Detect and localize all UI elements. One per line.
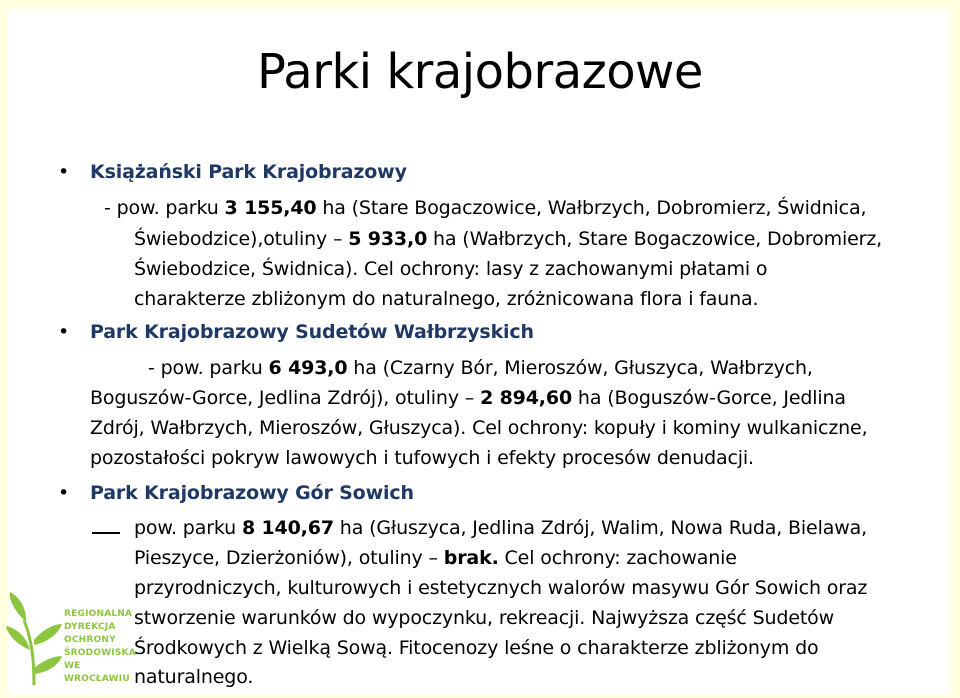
s2-line-3: Zdrój, Wałbrzych, Mieroszów, Głuszyca). Cel ochrony: kopuły i kominy wulkaniczne, xyxy=(90,417,868,439)
logo-line-5: WE WROCŁAWIU xyxy=(64,661,130,684)
section-heading-gor-sowich: Park Krajobrazowy Gór Sowich xyxy=(90,482,414,504)
section-heading-sudetow: Park Krajobrazowy Sudetów Wałbrzyskich xyxy=(90,321,534,343)
logo-line-1: REGIONALNA xyxy=(64,609,133,619)
s1-line-1: - pow. parku 3 155,40 ha (Stare Bogaczowice, Wałbrzych, Dobromierz, Świdnica, xyxy=(104,197,867,219)
page-title: Parki krajobrazowe xyxy=(257,44,703,100)
bullet-2: • xyxy=(58,321,70,343)
s2-line-4: pozostałości pokryw lawowych i tufowych i efekty procesów denudacji. xyxy=(90,447,754,469)
s3-line-3: przyrodniczych, kulturowych i estetycznych walorów masywu Gór Sowich oraz xyxy=(134,577,868,599)
logo-line-4: ŚRODOWISKA xyxy=(64,648,136,658)
dash-marker xyxy=(92,532,120,534)
bullet-1: • xyxy=(58,161,70,183)
s1-line-3: Świebodzice, Świdnica). Cel ochrony: lasy z zachowanymi płatami o xyxy=(134,258,768,280)
s1-line-4: charakterze zbliżonym do naturalnego, zróżnicowana flora i fauna. xyxy=(134,288,759,310)
rdos-logo xyxy=(4,590,134,690)
s3-line-4: stworzenie warunków do wypoczynku, rekreacji. Najwyższa część Sudetów xyxy=(134,607,835,629)
s3-line-5: Środkowych z Wielką Sową. Fitocenozy leśne o charakterze zbliżonym do xyxy=(134,637,819,659)
s2-line-2: Boguszów-Gorce, Jedlina Zdrój), otuliny – 2 894,60 ha (Boguszów-Gorce, Jedlina xyxy=(90,387,846,409)
bullet-3: • xyxy=(58,482,70,504)
s3-line-6: naturalnego. xyxy=(134,666,254,688)
s3-line-2: Pieszyce, Dzierżoniów), otuliny – brak. Cel ochrony: zachowanie xyxy=(134,547,737,569)
leaf-logo-icon xyxy=(4,590,64,690)
s3-line-1: pow. parku 8 140,67 ha (Głuszyca, Jedlina Zdrój, Walim, Nowa Ruda, Bielawa, xyxy=(134,517,867,539)
logo-line-2: DYREKCJA xyxy=(64,622,116,632)
logo-line-3: OCHRONY xyxy=(64,635,116,645)
s2-line-1: - pow. parku 6 493,0 ha (Czarny Bór, Mieroszów, Głuszyca, Wałbrzych, xyxy=(148,357,813,379)
s1-line-2: Świebodzice),otuliny – 5 933,0 ha (Wałbrzych, Stare Bogaczowice, Dobromierz, xyxy=(134,228,883,250)
section-heading-ksiazanski: Książański Park Krajobrazowy xyxy=(90,161,407,183)
